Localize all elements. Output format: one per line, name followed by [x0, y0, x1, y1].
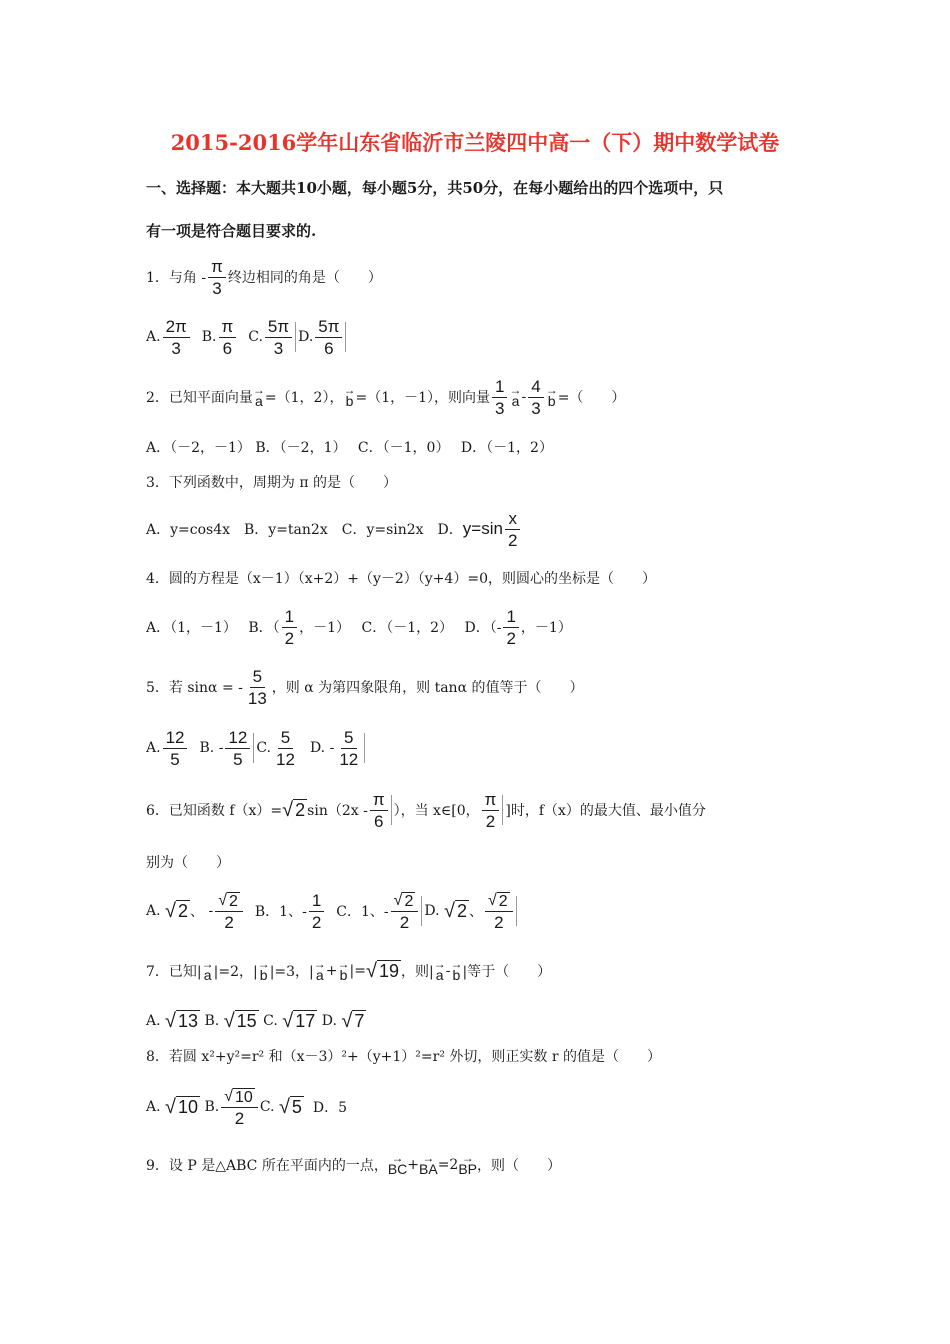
question-6-options: A. √ 2 、 - √ 2 2 B．1、- $\frac{1}{2}$ C．1、- √ 2 2 D. √ 2 、 √ 2 2 [146, 896, 519, 926]
question-7-options: A. √ 13 B. √ 15 C. √ 17 D. √ 7 [146, 1010, 365, 1032]
question-4-options: A．（1，－1） B．（ $\frac{1}{2}$ ，－1） C．（－1，2） D．（- $\frac{1}{2}$ ，－1） [146, 606, 572, 648]
question-3: 3．下列函数中，周期为 π 的是（ ） [146, 475, 398, 491]
section-heading-line1: 一、选择题：本大题共10小题，每小题5分，共50分，在每小题给出的四个选项中，只 [146, 179, 724, 197]
question-2: 2．已知平面向量 → a =（1，2）， → b =（1，－1），则向量 $\frac{1}{3}$ → a - $\frac{4}{3}$ → b =（ ） [146, 376, 626, 418]
question-2-options: A．（－2，－1） B．（－2，1） C．（－1，0） D．（－1，2） [146, 440, 553, 456]
question-6-line2: 别为（ ） [146, 855, 230, 871]
question-8-options: A. √ 10 B. √ 10 2 C. √ 5 D．5 [146, 1087, 347, 1128]
q1-stem-suffix: 终边相同的角是（ ） [227, 270, 382, 286]
q1-stem-prefix: 1．与角 - [146, 270, 207, 286]
section-heading-line2: 有一项是符合题目要求的. [146, 222, 317, 240]
q1-option-b: $\frac{\pi}{6}$ [219, 317, 237, 358]
question-9: 9．设 P 是△ABC 所在平面内的一点， → BC + → BA =2 → BP ，则（ ） [146, 1151, 562, 1177]
exam-title: 2015-2016学年山东省临沂市兰陵四中高一（下）期中数学试卷 [170, 130, 780, 155]
question-1-options: A. $\frac{2\pi}{3}$ B. $\frac{\pi}{6}$ C. $\frac{5\pi}{3}$ D. $\frac{5\pi}{6}$ [146, 322, 348, 352]
sqrt-2: √ 2 [282, 799, 306, 821]
question-7: 7．已知| → a |=2，| → b |=3，| → a + → b |= √ 19 ，则| → a - → b |等于（ ） [146, 957, 552, 983]
q1-option-a: $\frac{2\pi}{3}$ [163, 317, 190, 358]
vector-b: → b [343, 383, 356, 409]
q1-option-c: $\frac{5\pi}{3}$ [265, 317, 292, 358]
q3-option-d-fraction: $\frac{x}{2}$ [505, 509, 520, 550]
question-3-options: A．y=cos4x B．y=tan2x C．y=sin2x D． y=sin $\frac{x}{2}$ [146, 514, 522, 544]
question-5-options: A. $\frac{12}{5}$ B. - $\frac{12}{5}$ C. $\frac{5}{12}$ D. - $\frac{5}{12}$ [146, 733, 367, 763]
q1-fraction: $\frac{\pi}{3}$ [208, 257, 226, 298]
q2-fraction-2: $\frac{4}{3}$ [528, 377, 543, 418]
question-5: 5．若 sinα = - $\frac{5}{13}$ ，则 α 为第四象限角，则 tanα 的值等于（ ） [146, 666, 584, 708]
question-4: 4．圆的方程是（x－1）（x+2）+（y－2）（y+4）=0，则圆心的坐标是（ ） [146, 571, 656, 587]
question-8: 8．若圆 x²+y²=r² 和（x－3）²+（y+1）²=r² 外切，则正实数 r 的值是（ ） [146, 1049, 661, 1065]
question-1 [146, 256, 382, 298]
q2-fraction-1: $\frac{1}{3}$ [492, 377, 507, 418]
q5-fraction: $\frac{5}{13}$ [247, 666, 267, 708]
q1-option-d: $\frac{5\pi}{6}$ [315, 317, 342, 358]
vector-a: → a [252, 383, 265, 409]
question-6: 6．已知函数 f（x）= √ 2 sin（2x - $\frac{\pi}{6}$ ），当 x∈[0， $\frac{\pi}{2}$ ]时，f（x）的最大值、最小值分 [146, 789, 706, 831]
